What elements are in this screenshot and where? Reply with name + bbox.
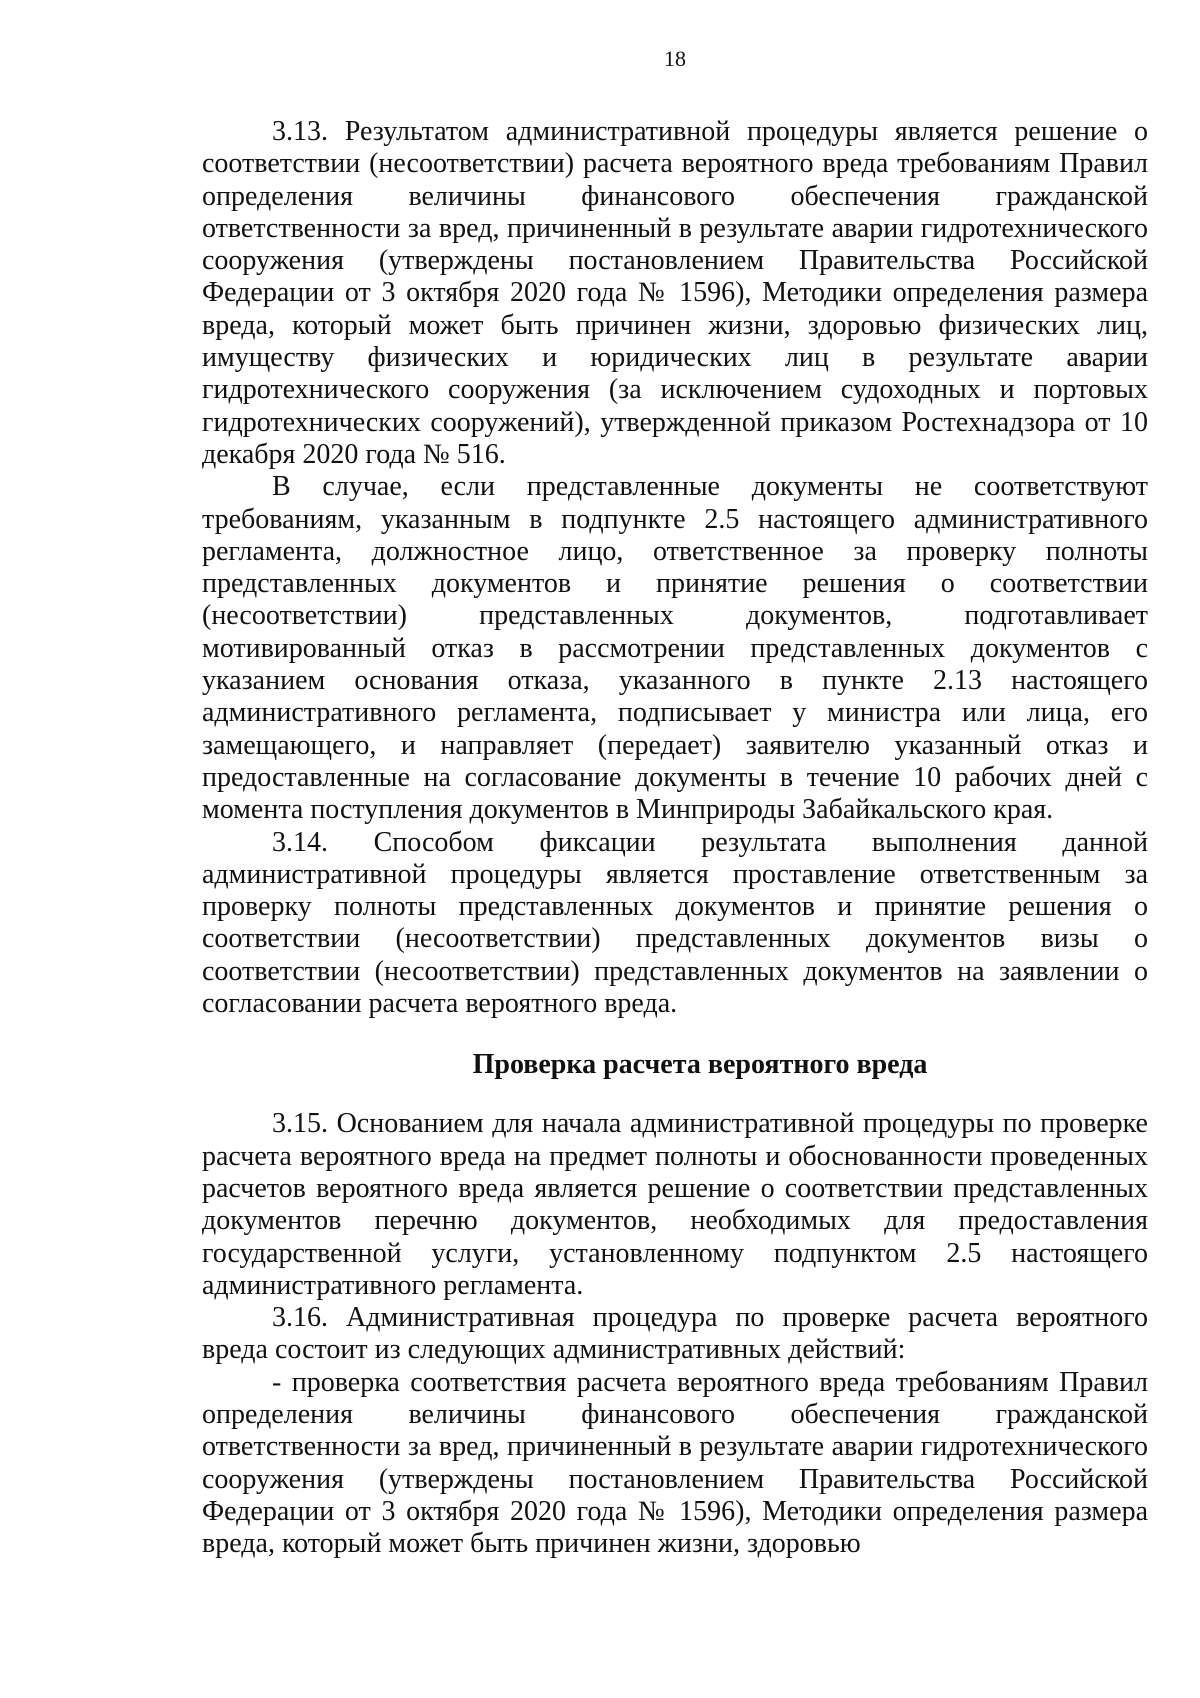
- document-body: [202, 116, 1148, 1560]
- paragraph-3-14: 3.14. Способом фиксации результата выполнения данной административной процедуры является проставление ответственным за проверку полноты представленных документов и принятие решения о соответствии (несоответствии) представленных документов визы о соответствии (несоответствии) представленных документов на заявлении о согласовании расчета вероятного вреда.: [202, 826, 1148, 1020]
- paragraph-refusal-case: В случае, если представленные документы не соответствуют требованиям, указанным в подпункте 2.5 настоящего административного регламента, должностное лицо, ответственное за проверку полноты представленных документов и принятие решения о соответствии (несоответствии) представленных документов, подготавливает мотивированный отказ в рассмотрении представленных документов с указанием основания отказа, указанного в пункте 2.13 настоящего административного регламента, подписывает у министра или лица, его замещающего, и направляет (передает) заявителю указанный отказ и предоставленные на согласование документы в течение 10 рабочих дней с момента поступления документов в Минприроды Забайкальского края.: [202, 471, 1148, 826]
- section-heading: Проверка расчета вероятного вреда: [472, 1049, 928, 1081]
- paragraph-3-13: 3.13. Результатом административной процедуры является решение о соответствии (несоответствии) расчета вероятного вреда требованиям Правил определения величины финансового обеспечения гражданской ответственности за вред, причиненный в результате аварии гидротехнического сооружения (утверждены постановлением Правительства Российской Федерации от 3 октября 2020 года № 1596), Методики определения размера вреда, который может быть причинен жизни, здоровью физических лиц, имуществу физических и юридических лиц в результате аварии гидротехнического сооружения (за исключением судоходных и портовых гидротехнических сооружений), утвержденной приказом Ростехнадзора от 10 декабря 2020 года № 516.: [202, 116, 1148, 470]
- list-item-check-compliance: - проверка соответствия расчета вероятного вреда требованиям Правил определения величины финансового обеспечения гражданской ответственности за вред, причиненный в результате аварии гидротехнического сооружения (утверждены постановлением Правительства Российской Федерации от 3 октября 2020 года № 1596), Методики определения размера вреда, который может быть причинен жизни, здоровью: [202, 1366, 1148, 1560]
- paragraph-3-16: 3.16. Административная процедура по проверке расчета вероятного вреда состоит из следующих административных действий:: [202, 1302, 1148, 1366]
- page-number: 18: [664, 46, 686, 71]
- paragraph-3-15: 3.15. Основанием для начала административной процедуры по проверке расчета вероятного вреда на предмет полноты и обоснованности проведенных расчетов вероятного вреда является решение о соответствии представленных документов перечню документов, необходимых для предоставления государственной услуги, установленному подпунктом 2.5 настоящего административного регламента.: [202, 1108, 1148, 1301]
